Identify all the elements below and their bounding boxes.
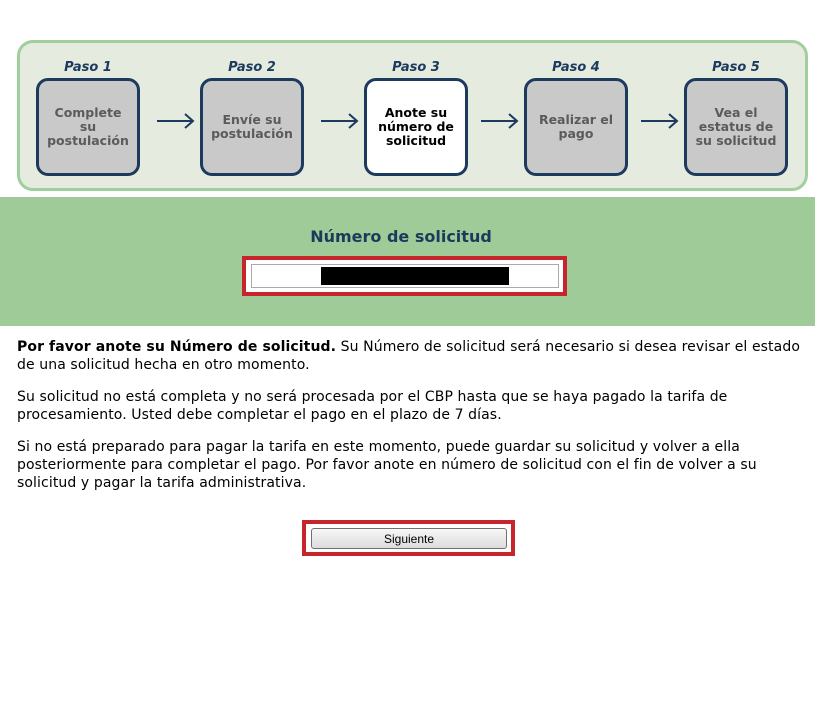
- step-2: [200, 58, 304, 176]
- step-3-title: Paso 3: [392, 60, 440, 75]
- step-5: [684, 58, 788, 176]
- step-1-title: Paso 1: [64, 60, 112, 75]
- step-3-box: Anote su número de solicitud: [364, 78, 468, 176]
- arrow-right-icon: [640, 111, 680, 131]
- application-number-section: [0, 197, 815, 326]
- instruction-paragraph-1: [17, 338, 803, 374]
- arrow-right-icon: [156, 111, 196, 131]
- instruction-paragraph-2: Su solicitud no está completa y no será procesada por el CBP hasta que se haya pagado la tarifa de procesamiento. Usted debe completar el pago en el plazo de 7 días.: [17, 389, 728, 423]
- application-number-field[interactable]: [251, 264, 559, 288]
- instruction-bold: Por favor anote su Número de solicitud.: [17, 339, 337, 355]
- step-3: [364, 58, 468, 176]
- next-button-highlight: [302, 520, 515, 556]
- arrow-right-icon: [320, 111, 360, 131]
- step-5-box: Vea el estatus de su solicitud: [684, 78, 788, 176]
- instruction-paragraph-3: Si no está preparado para pagar la tarifa en este momento, puede guardar su solicitud y volver a ella posteriormente para completar el pago. Por favor anote en número de solicitud con el fin de volver a su solicitud y pagar la tarifa administrativa.: [17, 439, 757, 491]
- step-4: [524, 58, 628, 176]
- progress-steps: [17, 40, 808, 191]
- application-number-title: Número de solicitud: [310, 227, 492, 246]
- arrow-right-icon: [480, 111, 520, 131]
- step-1-box: Complete su postulación: [36, 78, 140, 176]
- step-4-title: Paso 4: [552, 60, 600, 75]
- step-5-title: Paso 5: [712, 60, 760, 75]
- step-1: [36, 58, 140, 176]
- instructions: [17, 338, 803, 506]
- step-4-box: Realizar el pago: [524, 78, 628, 176]
- step-2-box: Envíe su postulación: [200, 78, 304, 176]
- step-2-title: Paso 2: [228, 60, 276, 75]
- redacted-number: [321, 267, 509, 285]
- instruction-rest: Su Número de solicitud será necesario si desea revisar el estado de una solicitud hecha en otro momento.: [17, 339, 800, 373]
- next-button[interactable]: Siguiente: [311, 528, 507, 549]
- application-number-highlight: [242, 256, 567, 296]
